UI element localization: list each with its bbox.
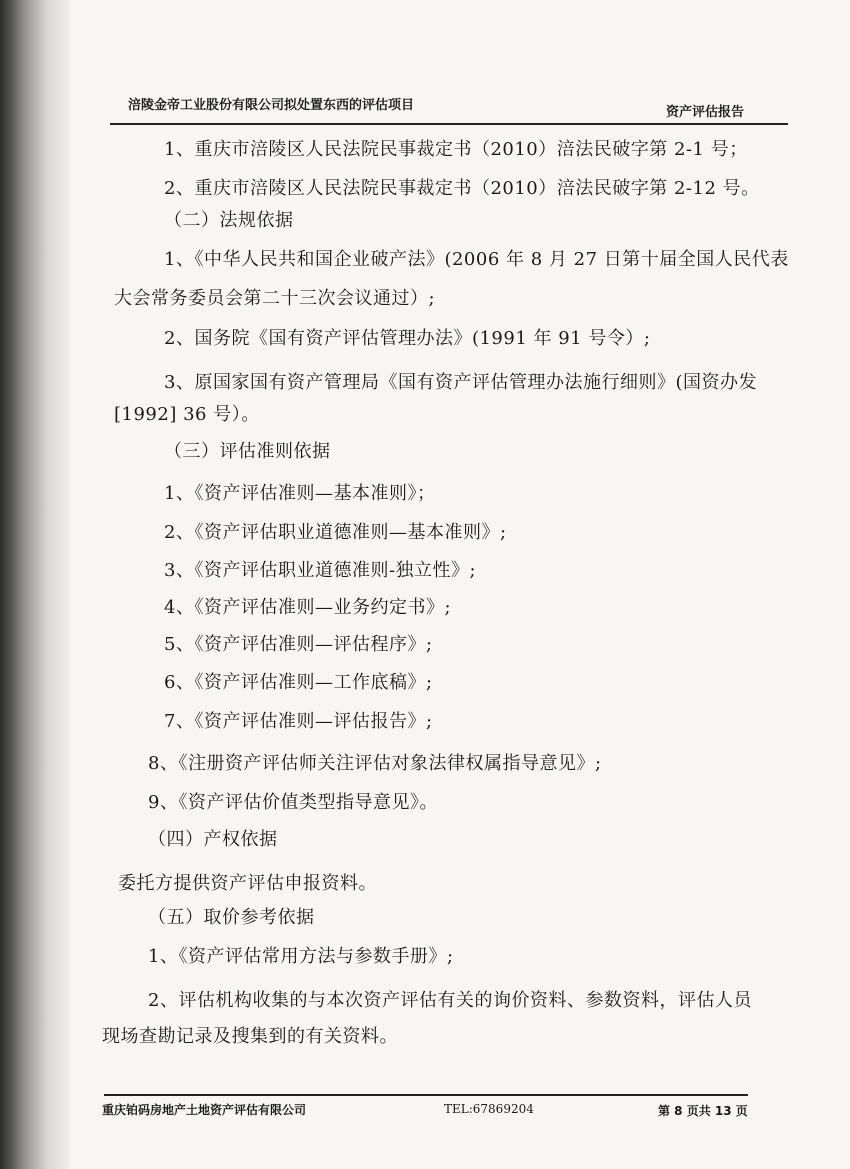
text-line: 3、原国家国有资产管理局《国有资产评估管理办法施行细则》(国资办发 xyxy=(164,372,757,393)
header-divider xyxy=(110,123,788,125)
header-report-type: 资产评估报告 xyxy=(666,105,745,120)
text-line: 8、《注册资产评估师关注评估对象法律权属指导意见》; xyxy=(148,753,602,774)
text-line: 9、《资产评估价值类型指导意见》。 xyxy=(148,792,438,813)
text-line: 6、《资产评估准则—工作底稿》; xyxy=(164,672,433,693)
section-heading: （五）取价参考依据 xyxy=(148,907,315,928)
text-line: 2、《资产评估职业道德准则—基本准则》; xyxy=(164,522,507,543)
text-line: 2、国务院《国有资产评估管理办法》(1991 年 91 号令）; xyxy=(164,328,651,349)
footer-phone: TEL:67869204 xyxy=(444,1102,534,1116)
text-line: 7、《资产评估准则—评估报告》; xyxy=(164,711,433,732)
text-line: 1、《资产评估常用方法与参数手册》; xyxy=(148,946,454,967)
section-heading: （三）评估准则依据 xyxy=(164,441,331,462)
text-line: 4、《资产评估准则—业务约定书》; xyxy=(164,597,452,618)
footer-company: 重庆铂码房地产土地资产评估有限公司 xyxy=(102,1103,307,1117)
text-line: [1992] 36 号）。 xyxy=(114,404,260,425)
footer-page-number: 第 8 页共 13 页 xyxy=(658,1104,748,1118)
header-project-title: 涪陵金帝工业股份有限公司拟处置东西的评估项目 xyxy=(128,98,415,113)
section-heading: （二）法规依据 xyxy=(164,210,294,231)
text-line: 委托方提供资产评估申报资料。 xyxy=(118,873,377,894)
text-line: 1、《中华人民共和国企业破产法》(2006 年 8 月 27 日第十届全国人民代表 xyxy=(164,249,789,270)
text-line: 2、重庆市涪陵区人民法院民事裁定书（2010）涪法民破字第 2-12 号。 xyxy=(164,178,760,199)
text-line: 5、《资产评估准则—评估程序》; xyxy=(164,634,433,655)
text-line: 现场查勘记录及搜集到的有关资料。 xyxy=(102,1026,398,1047)
text-line: 1、《资产评估准则—基本准则》； xyxy=(164,483,436,504)
section-heading: （四）产权依据 xyxy=(148,829,278,850)
text-line: 1、重庆市涪陵区人民法院民事裁定书（2010）涪法民破字第 2-1 号； xyxy=(164,139,748,160)
text-line: 大会常务委员会第二十三次会议通过）; xyxy=(114,288,436,309)
text-line: 3、《资产评估职业道德准则-独立性》; xyxy=(164,560,477,581)
footer-divider xyxy=(104,1094,748,1096)
text-line: 2、评估机构收集的与本次资产评估有关的询价资料、参数资料，评估人员 xyxy=(148,990,752,1011)
